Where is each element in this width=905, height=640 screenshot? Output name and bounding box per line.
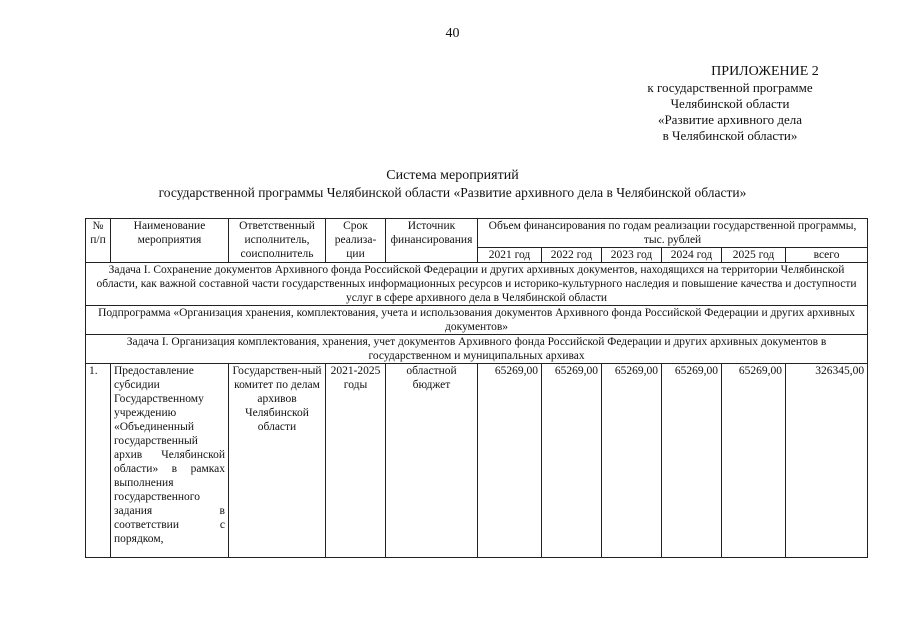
appendix-line: «Развитие архивного дела — [657, 112, 803, 127]
task-sub-row — [86, 335, 868, 364]
cell-term: 2021-2025 годы — [326, 364, 386, 558]
appendix-block — [560, 64, 900, 144]
cell-value: 65269,00 — [602, 364, 662, 558]
header-name: Наименование мероприятия — [111, 219, 229, 263]
cell-value: 65269,00 — [722, 364, 786, 558]
cell-responsible: Государствен-ный комитет по делам архивов Челябинской области — [229, 364, 326, 558]
task-main-row — [86, 263, 868, 306]
header-num: № п/п — [86, 219, 111, 263]
appendix-line: к государственной программе — [647, 80, 813, 95]
header-year: 2025 год — [722, 248, 786, 263]
header-source: Источник финансирования — [386, 219, 478, 263]
subprogram-row — [86, 306, 868, 335]
cell-source: областной бюджет — [386, 364, 478, 558]
measures-table — [85, 218, 868, 558]
appendix-line: Челябинской области — [670, 96, 790, 111]
cell-num: 1. — [86, 364, 111, 558]
title-line-2: государственной программы Челябинской области «Развитие архивного дела в Челябинской области» — [158, 185, 747, 200]
header-term: Срок реализа-ции — [326, 219, 386, 263]
appendix-heading: ПРИЛОЖЕНИЕ 2 — [711, 64, 819, 79]
header-responsible: Ответственный исполнитель, соисполнитель — [229, 219, 326, 263]
task-main: Задача I. Сохранение документов Архивного фонда Российской Федерации и других архивных документов, находящихся на территории Челябинской области, как важной составной части государственных информационных ресурсов и историко-культурного наследия и повышение качества и доступности услуг в сфере архивного дела в Челябинской области — [86, 263, 868, 306]
cell-value: 65269,00 — [478, 364, 542, 558]
cell-name: Предоставление субсидии Государственному учреждению «Объединенный государственный архив Челябинской области» в рамках выполнения государственного задания в соответствии с порядком, — [111, 364, 229, 558]
header-total: всего — [786, 248, 868, 263]
appendix-line: в Челябинской области» — [662, 128, 798, 143]
cell-value: 65269,00 — [542, 364, 602, 558]
header-volume: Объем финансирования по годам реализации государственной программы, тыс. рублей — [478, 219, 868, 248]
header-row — [86, 219, 868, 248]
cell-value: 65269,00 — [662, 364, 722, 558]
header-year: 2022 год — [542, 248, 602, 263]
title-line-1: Система мероприятий — [386, 168, 519, 183]
header-year: 2024 год — [662, 248, 722, 263]
table-row — [86, 364, 868, 558]
header-year: 2021 год — [478, 248, 542, 263]
subprogram: Подпрограмма «Организация хранения, комплектования, учета и использования документов Архивного фонда Российской Федерации и других архивных документов» — [86, 306, 868, 335]
cell-total: 326345,00 — [786, 364, 868, 558]
page-number: 40 — [445, 26, 460, 41]
task-sub: Задача I. Организация комплектования, хранения, учет документов Архивного фонда Российской Федерации и других архивных документов в государственном и муниципальных архивах — [86, 335, 868, 364]
document-title — [0, 167, 905, 201]
header-year: 2023 год — [602, 248, 662, 263]
